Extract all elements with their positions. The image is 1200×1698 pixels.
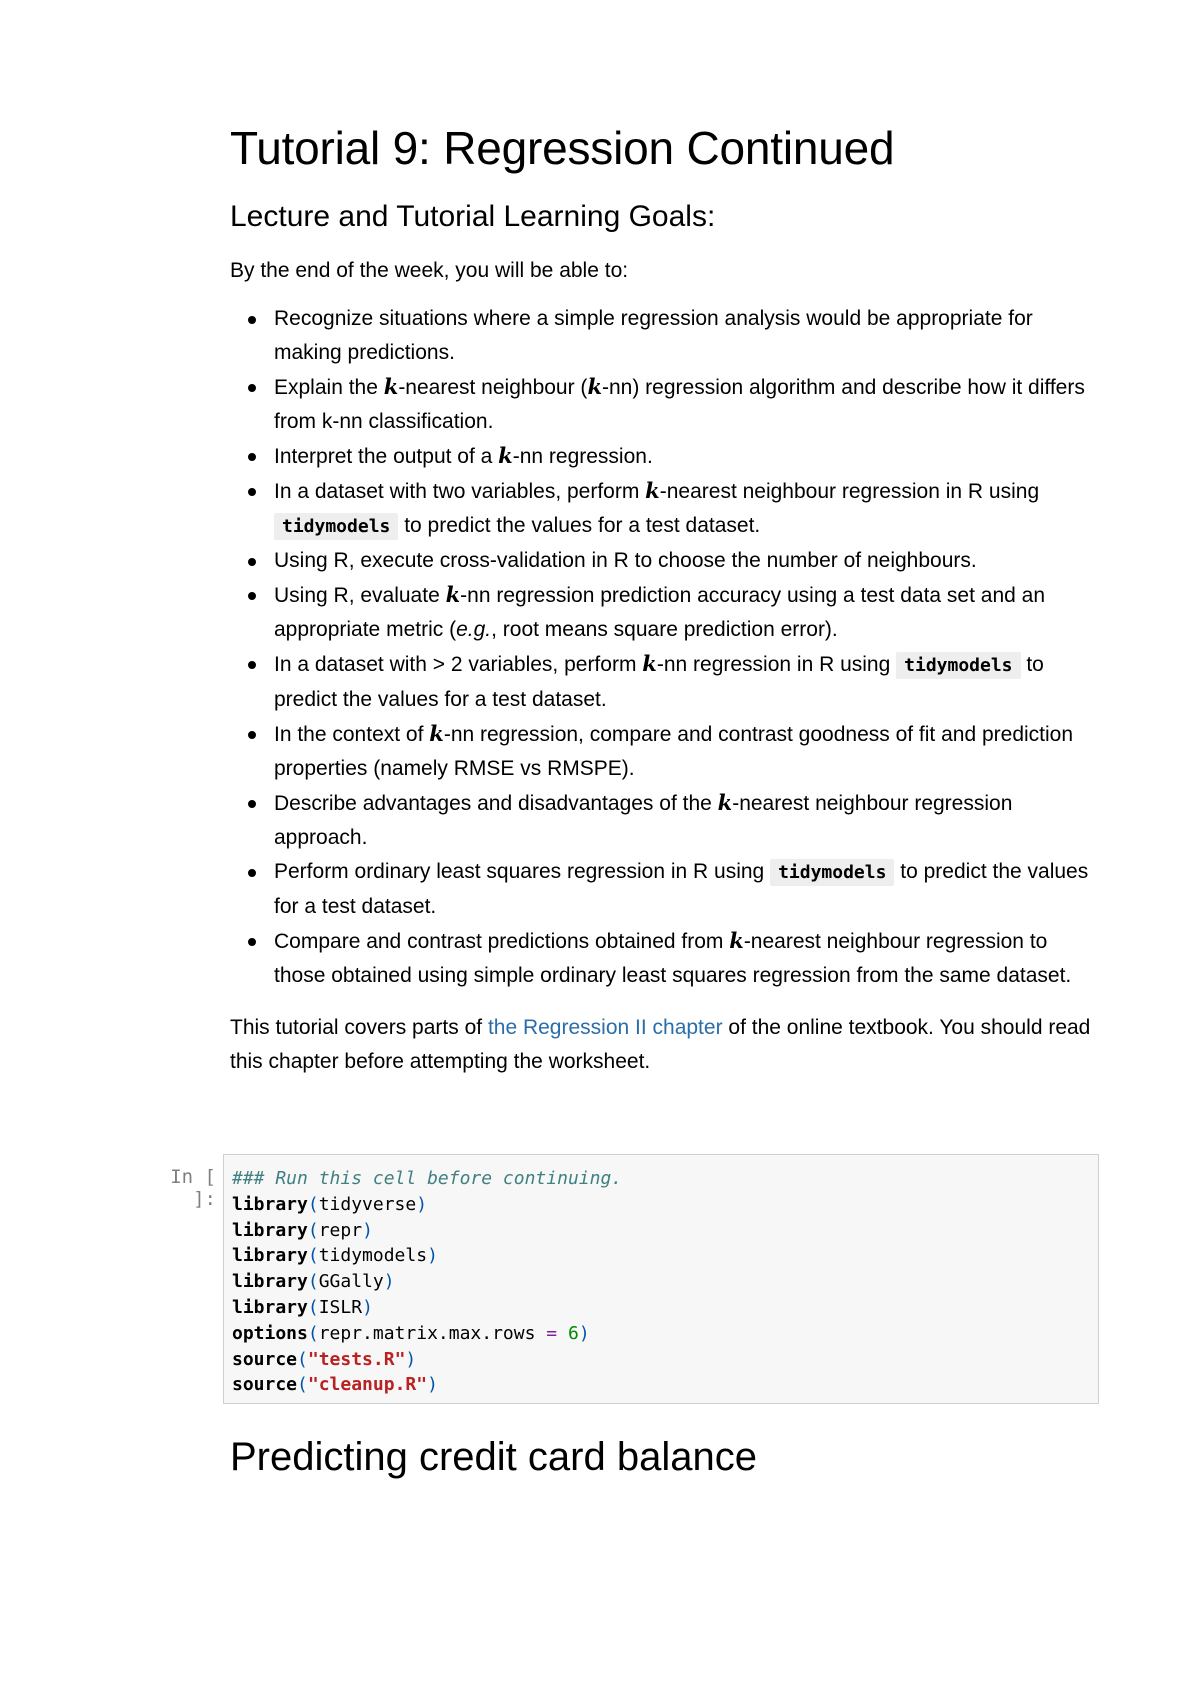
k-symbol: k: [717, 790, 733, 815]
k-symbol: k: [429, 721, 444, 746]
bullet-icon: [248, 384, 256, 392]
k-symbol: k: [445, 582, 461, 607]
list-item: Describe advantages and disadvantages of the k-nearest neighbour regression approach.: [274, 786, 1100, 855]
bullet-icon: [248, 488, 256, 496]
k-symbol: k: [729, 928, 744, 953]
bullet-icon: [248, 316, 256, 324]
list-item: Explain the k-nearest neighbour (k-nn) regression algorithm and describe how it differs from k-nn classification.: [274, 370, 1100, 439]
k-symbol: k: [587, 374, 602, 399]
regression-chapter-link[interactable]: the Regression II chapter: [487, 1016, 723, 1039]
chapter-reference: This tutorial covers parts of the Regression II chapter of the online textbook. You should read this chapter before attempting the worksheet.: [230, 1016, 1091, 1073]
page-title: Tutorial 9: Regression Continued: [230, 122, 895, 174]
inline-code: tidymodels: [274, 513, 398, 540]
bullet-icon: [248, 938, 256, 946]
bullet-icon: [248, 558, 256, 566]
k-symbol: k: [498, 443, 513, 468]
learning-goals-list: [230, 302, 1100, 993]
list-item: In the context of k-nn regression, compare and contrast goodness of fit and prediction properties (namely RMSE vs RMSPE).: [274, 717, 1100, 786]
cell-prompt: In [ ]:: [170, 1166, 216, 1210]
code-editor[interactable]: [223, 1154, 1099, 1404]
learning-goals-heading: Lecture and Tutorial Learning Goals:: [230, 200, 716, 233]
section-heading: Predicting credit card balance: [230, 1435, 757, 1479]
bullet-icon: [248, 453, 256, 461]
intro-text: By the end of the week, you will be able to:: [230, 259, 629, 282]
list-item: Interpret the output of a k-nn regression.: [274, 439, 1100, 474]
list-item: Recognize situations where a simple regression analysis would be appropriate for making predictions.: [274, 302, 1100, 370]
list-item: Using R, execute cross-validation in R to choose the number of neighbours.: [274, 544, 1100, 578]
bullet-icon: [248, 869, 256, 877]
inline-code: tidymodels: [896, 652, 1020, 679]
list-item: In a dataset with two variables, perform k-nearest neighbour regression in R using tidymodels to predict the values for a test dataset.: [274, 474, 1100, 544]
list-item: Compare and contrast predictions obtained from k-nearest neighbour regression to those obtained using simple ordinary least squares regression from the same dataset.: [274, 924, 1100, 993]
k-symbol: k: [383, 374, 399, 399]
code-cell[interactable]: [170, 1154, 1099, 1404]
code-block: ### Run this cell before continuing. library(tidyverse) library(repr) library(tidymodels) library(GGally) library(ISLR) options(repr.matrix.max.rows = 6) source("tests.R") source("cleanup.R"): [232, 1168, 623, 1396]
k-symbol: k: [642, 651, 657, 676]
list-item: In a dataset with > 2 variables, perform k-nn regression in R using tidymodels to predict the values for a test dataset.: [274, 647, 1100, 717]
bullet-icon: [248, 592, 256, 600]
inline-code: tidymodels: [770, 859, 894, 886]
list-item: Perform ordinary least squares regression in R using tidymodels to predict the values for a test dataset.: [274, 855, 1100, 924]
list-item: Using R, evaluate k-nn regression prediction accuracy using a test data set and an appropriate metric (e.g., root means square prediction error).: [274, 578, 1100, 647]
k-symbol: k: [645, 478, 660, 503]
bullet-icon: [248, 661, 256, 669]
markdown-cell: [230, 120, 1100, 1093]
code-comment: ### Run this cell before continuing.: [232, 1168, 623, 1189]
bullet-icon: [248, 800, 256, 808]
bullet-icon: [248, 731, 256, 739]
